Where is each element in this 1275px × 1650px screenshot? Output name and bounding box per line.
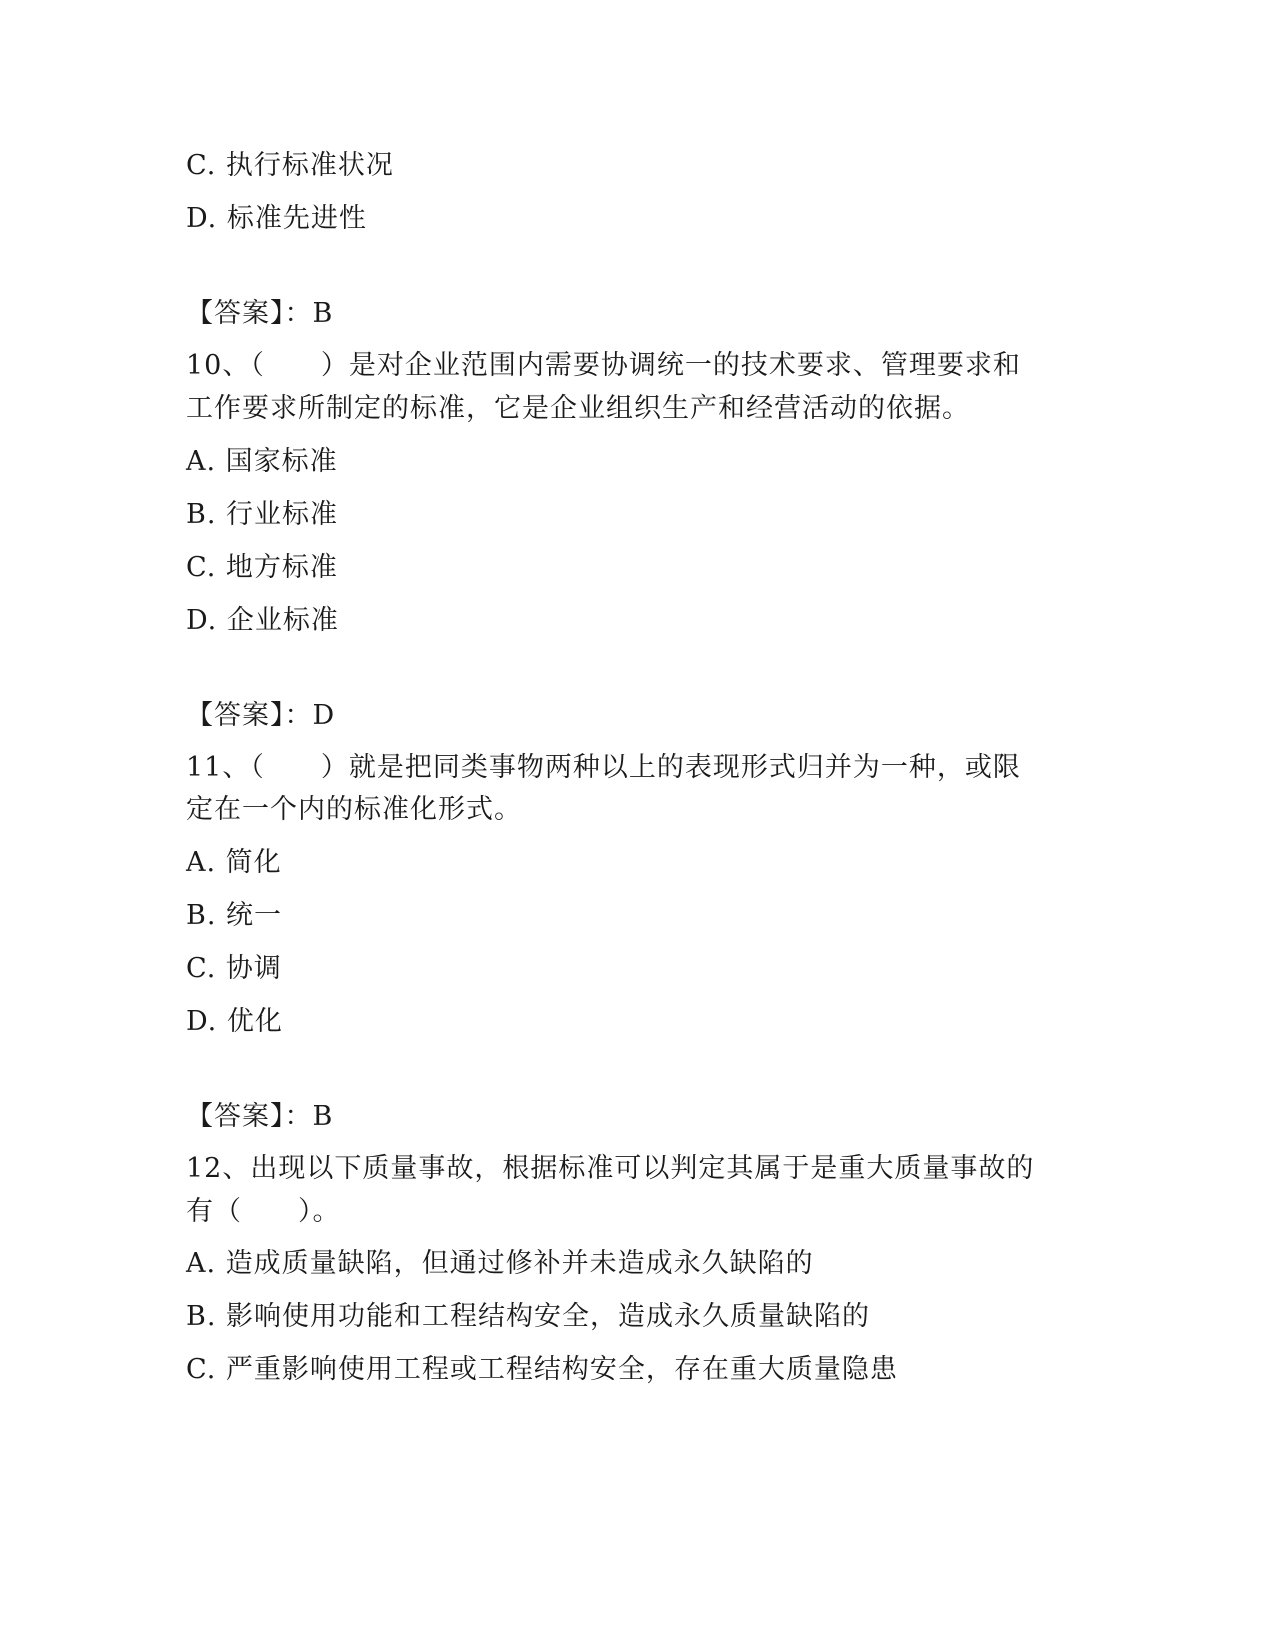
q10-answer: 【答案】：D [186, 700, 336, 731]
q11-option-c: C. 协调 [186, 953, 282, 984]
q11-option-d: D. 优化 [186, 1006, 283, 1037]
q12-option-a: A. 造成质量缺陷，但通过修补并未造成永久缺陷的 [186, 1248, 814, 1279]
q12-option-c: C. 严重影响使用工程或工程结构安全，存在重大质量隐患 [186, 1354, 898, 1385]
q9-answer: 【答案】：B [186, 298, 334, 329]
q11-answer: 【答案】：B [186, 1101, 334, 1132]
q12-option-b: B. 影响使用功能和工程结构安全，造成永久质量缺陷的 [186, 1301, 871, 1332]
q11-option-a: A. 简化 [186, 847, 282, 878]
q9-option-d: D. 标准先进性 [186, 203, 367, 234]
q10-option-c: C. 地方标准 [186, 552, 338, 583]
q10-option-d: D. 企业标准 [186, 605, 339, 636]
q11-stem-line1: 11、（ ）就是把同类事物两种以上的表现形式归并为一种，或限 [186, 752, 1021, 783]
q9-option-c: C. 执行标准状况 [186, 150, 394, 181]
q11-option-b: B. 统一 [186, 900, 283, 931]
q12-stem-line1: 12、出现以下质量事故，根据标准可以判定其属于是重大质量事故的 [186, 1153, 1035, 1184]
q10-option-b: B. 行业标准 [186, 499, 339, 530]
q10-stem-line1: 10、（ ）是对企业范围内需要协调统一的技术要求、管理要求和 [186, 350, 1021, 381]
q11-stem-line2: 定在一个内的标准化形式。 [186, 794, 522, 825]
q12-stem-line2: 有（ ）。 [186, 1196, 341, 1227]
q10-stem-line2: 工作要求所制定的标准，它是企业组织生产和经营活动的依据。 [186, 393, 970, 424]
q10-option-a: A. 国家标准 [186, 446, 338, 477]
